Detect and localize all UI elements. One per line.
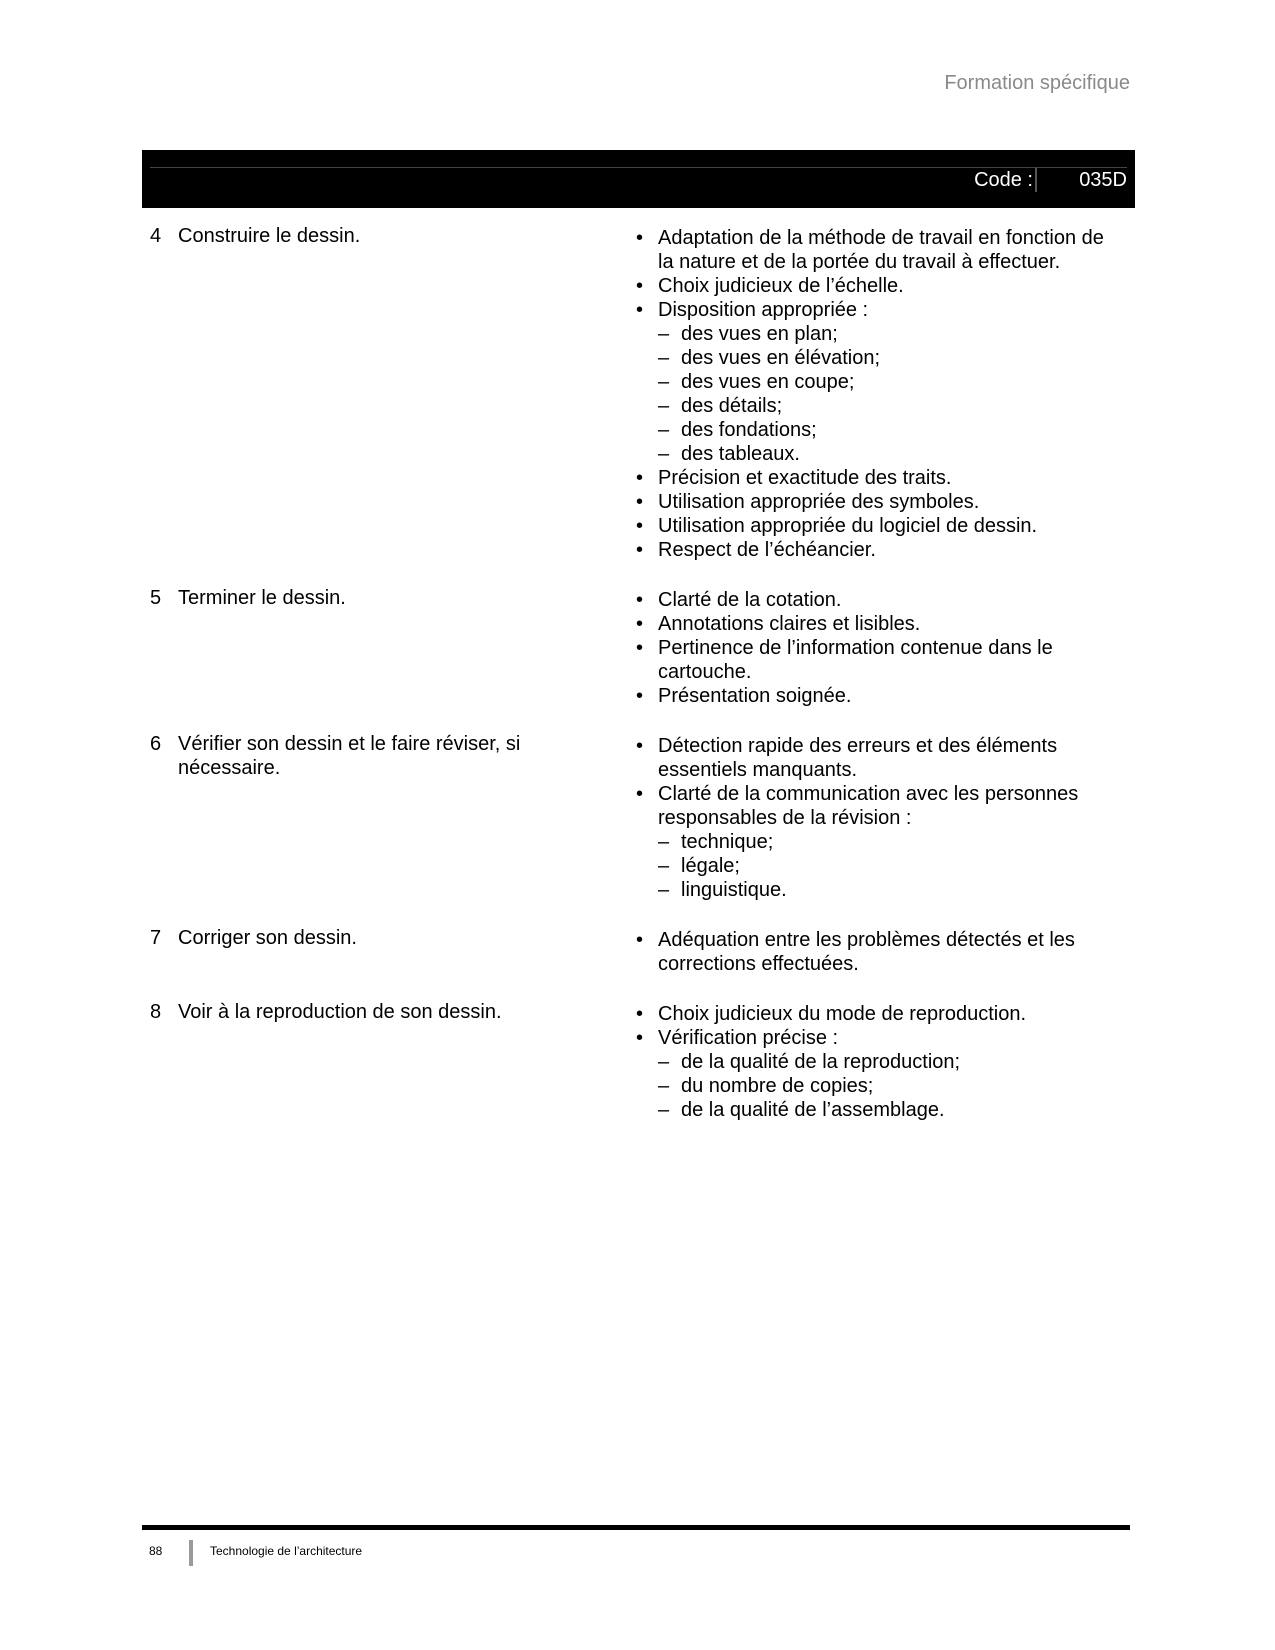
criterion-item (632, 466, 1122, 490)
criterion-text: Pertinence de l’information contenue dans le cartouche. (658, 637, 1053, 683)
criteria-table (142, 224, 1135, 1146)
code-separator (1035, 168, 1037, 192)
criteria-list (632, 226, 1122, 562)
criterion-item (632, 588, 1122, 612)
element-cell (142, 926, 632, 976)
criterion-text: Annotations claires et lisibles. (658, 613, 921, 635)
criterion-text: Clarté de la communication avec les personnes responsables de la révision : (658, 783, 1079, 829)
criterion-text: Précision et exactitude des traits. (658, 467, 952, 489)
sub-criterion-item: – de la qualité de la reproduction; (658, 1050, 1122, 1074)
criteria-list (632, 734, 1122, 902)
sub-criterion-item: – des tableaux. (658, 442, 1122, 466)
element-number: 5 (150, 587, 162, 609)
sub-criterion-item: – légale; (658, 854, 1122, 878)
element-text: Construire le dessin. (178, 225, 361, 247)
criterion-text: Utilisation appropriée des symboles. (658, 491, 980, 513)
code-bar (142, 150, 1135, 208)
element-number: 8 (150, 1001, 162, 1023)
criterion-item (632, 782, 1122, 902)
sub-criteria-list (658, 322, 1122, 466)
element-cell (142, 586, 632, 708)
criterion-text: Adaptation de la méthode de travail en fonction de la nature et de la portée du travail à effectuer. (658, 227, 1104, 273)
criterion-text: Respect de l’échéancier. (658, 539, 876, 561)
criteria-cell (632, 732, 1122, 902)
footer-rule (142, 1525, 1130, 1530)
section-title: Formation spécifique (944, 72, 1130, 94)
element-text: Voir à la reproduction de son dessin. (178, 1001, 502, 1023)
element-cell (142, 1000, 632, 1122)
criterion-text: Présentation soignée. (658, 685, 852, 707)
criteria-cell (632, 586, 1122, 708)
sub-criterion-item: – du nombre de copies; (658, 1074, 1122, 1098)
sub-criterion-item: – des fondations; (658, 418, 1122, 442)
footer-divider (189, 1540, 193, 1566)
element-number: 7 (150, 927, 162, 949)
criterion-text: Choix judicieux du mode de reproduction. (658, 1003, 1026, 1025)
code-value: 035D (1079, 169, 1127, 191)
element-row (142, 224, 1135, 562)
element-cell (142, 224, 632, 562)
criterion-item (632, 226, 1122, 274)
criterion-item (632, 1002, 1122, 1026)
criteria-cell (632, 1000, 1122, 1122)
criterion-item (632, 928, 1122, 976)
element-row (142, 732, 1135, 902)
criterion-text: Détection rapide des erreurs et des éléments essentiels manquants. (658, 735, 1058, 781)
criteria-list (632, 928, 1122, 976)
criterion-item (632, 298, 1122, 466)
element-number: 4 (150, 225, 162, 247)
criterion-item (632, 1026, 1122, 1122)
criterion-item (632, 490, 1122, 514)
criterion-item (632, 538, 1122, 562)
element-text: Corriger son dessin. (178, 927, 357, 949)
criterion-item (632, 274, 1122, 298)
element-row (142, 926, 1135, 976)
sub-criterion-item: – des vues en plan; (658, 322, 1122, 346)
element-row (142, 586, 1135, 708)
sub-criterion-item: – technique; (658, 830, 1122, 854)
criterion-item (632, 514, 1122, 538)
criterion-text: Disposition appropriée : (658, 299, 869, 321)
criteria-cell (632, 926, 1122, 976)
document-title: Technologie de l’architecture (210, 1544, 363, 1558)
criteria-list (632, 588, 1122, 708)
element-number: 6 (150, 733, 162, 755)
element-text: Terminer le dessin. (178, 587, 346, 609)
criterion-item (632, 636, 1122, 684)
criteria-list (632, 1002, 1122, 1122)
sub-criterion-item: – linguistique. (658, 878, 1122, 902)
criterion-text: Clarté de la cotation. (658, 589, 842, 611)
criterion-item (632, 684, 1122, 708)
page-number: 88 (149, 1544, 163, 1558)
element-cell (142, 732, 632, 902)
criteria-cell (632, 224, 1122, 562)
sub-criterion-item: – des vues en élévation; (658, 346, 1122, 370)
code-label: Code : (974, 169, 1033, 191)
element-row (142, 1000, 1135, 1122)
criterion-text: Choix judicieux de l’échelle. (658, 275, 904, 297)
criterion-text: Vérification précise : (658, 1027, 839, 1049)
sub-criterion-item: – des détails; (658, 394, 1122, 418)
sub-criteria-list (658, 830, 1122, 902)
criterion-text: Utilisation appropriée du logiciel de dessin. (658, 515, 1038, 537)
element-text: Vérifier son dessin et le faire réviser, si nécessaire. (178, 733, 521, 779)
sub-criterion-item: – de la qualité de l’assemblage. (658, 1098, 1122, 1122)
criterion-item (632, 734, 1122, 782)
criterion-item (632, 612, 1122, 636)
sub-criteria-list (658, 1050, 1122, 1122)
sub-criterion-item: – des vues en coupe; (658, 370, 1122, 394)
criterion-text: Adéquation entre les problèmes détectés et les corrections effectuées. (658, 929, 1075, 975)
